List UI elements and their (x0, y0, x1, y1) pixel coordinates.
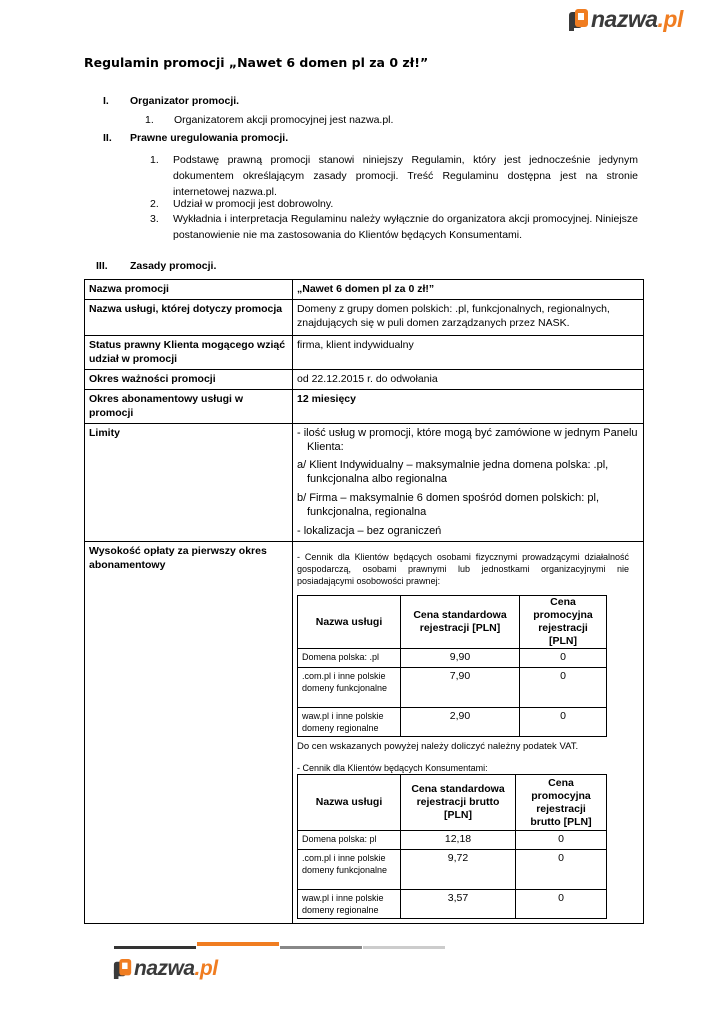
section-number: III. (96, 260, 108, 272)
row-label: Limity (85, 424, 293, 542)
row-value: firma, klient indywidualny (293, 336, 644, 370)
logo-word: nazwa (134, 957, 195, 980)
price-header: Cena standardowa rejestracji [PLN] (401, 596, 520, 649)
service-name: waw.pl i inne polskie domeny regionalne (298, 890, 401, 919)
standard-price: 12,18 (401, 831, 516, 850)
table-row (85, 370, 644, 390)
list-item-text: Podstawę prawną promocji stanowi niniejszy Regulamin, który jest jednocześnie jedynym dokumentem określającym zasady promocji. Treść Regulaminu dostępna jest na stronie internetowej nazwa.pl. (173, 154, 638, 198)
price-row (298, 831, 607, 850)
footer-bar (197, 942, 279, 946)
price-row (298, 668, 607, 708)
price-header: Cena promocyjna rejestracji brutto [PLN] (516, 775, 607, 831)
promotion-table (84, 279, 644, 924)
list-item-number: 1. (150, 154, 159, 166)
logo-word: nazwa (591, 6, 658, 32)
row-label: Okres abonamentowy usługi w promocji (85, 390, 293, 424)
limits-cell (293, 424, 644, 542)
logo-tld: .pl (194, 957, 218, 980)
limit-line: - ilość usług w promocji, które mogą być zamówione w jednym Panelu Klienta: (297, 427, 638, 453)
promo-price: 0 (516, 850, 607, 890)
section-number: II. (103, 132, 112, 144)
row-label: Status prawny Klienta mogącego wziąć udział w promocji (85, 336, 293, 370)
logo-tld: .pl (657, 6, 683, 32)
row-label: Nazwa usługi, której dotyczy promocja (85, 300, 293, 336)
row-value: 12 miesięcy (293, 390, 644, 424)
price-header: Nazwa usługi (298, 596, 401, 649)
section-title: Organizator promocji. (130, 95, 240, 107)
service-name: Domena polska: pl (298, 831, 401, 850)
business-price-table (297, 595, 607, 737)
table-row (85, 390, 644, 424)
promo-price: 0 (520, 649, 607, 668)
service-name: .com.pl i inne polskie domeny funkcjonalne (298, 850, 401, 890)
nazwa-logo-mark-icon (568, 8, 590, 32)
price-header-row (298, 775, 607, 831)
price-row (298, 850, 607, 890)
list-item-number: 1. (145, 114, 154, 126)
row-label: Okres ważności promocji (85, 370, 293, 390)
price-header: Nazwa usługi (298, 775, 401, 831)
pricing-cell (293, 542, 644, 924)
table-row (85, 336, 644, 370)
section-title: Zasady promocji. (130, 260, 217, 272)
footer-bar (114, 946, 196, 949)
header-logo (568, 6, 683, 33)
row-value: Domeny z grupy domen polskich: .pl, funkcjonalnych, regionalnych, znajdujących się w puli domen zarządzanych przez NASK. (293, 300, 644, 336)
list-item-number: 2. (150, 198, 159, 210)
row-value: „Nawet 6 domen pl za 0 zł!” (293, 280, 644, 300)
limit-line: b/ Firma – maksymalnie 6 domen spośród domen polskich: pl, funkcjonalna, regionalna (297, 492, 600, 518)
price-row (298, 649, 607, 668)
service-name: Domena polska: .pl (298, 649, 401, 668)
standard-price: 2,90 (401, 708, 520, 737)
standard-price: 3,57 (401, 890, 516, 919)
limit-line: - lokalizacja – bez ograniczeń (297, 525, 442, 537)
row-value: od 22.12.2015 r. do odwołania (293, 370, 644, 390)
consumer-price-table (297, 774, 607, 919)
price-row (298, 890, 607, 919)
promo-price: 0 (520, 708, 607, 737)
list-item-number: 3. (150, 213, 159, 225)
row-label: Nazwa promocji (85, 280, 293, 300)
table-row (85, 542, 644, 924)
promo-price: 0 (516, 890, 607, 919)
table-row (85, 300, 644, 336)
service-name: waw.pl i inne polskie domeny regionalne (298, 708, 401, 737)
standard-price: 9,72 (401, 850, 516, 890)
section-number: I. (103, 95, 109, 107)
price-row (298, 708, 607, 737)
list-item-text: Wykładnia i interpretacja Regulaminu należy wyłącznie do organizatora akcji promocyjnej. Niniejsze postanowienie nie ma zastosowania do Klientów będących Konsumentami. (173, 213, 638, 241)
page-title: Regulamin promocji „Nawet 6 domen pl za 0 zł!” (84, 55, 429, 70)
table-row (85, 280, 644, 300)
footer-bar (280, 946, 362, 949)
nazwa-logo-mark-icon (113, 958, 133, 980)
footer-logo (113, 957, 218, 981)
vat-note: Do cen wskazanych powyżej należy doliczyć należny podatek VAT. (297, 741, 579, 752)
limit-line: a/ Klient Indywidualny – maksymalnie jedna domena polska: .pl, funkcjonalna albo regionalna (297, 459, 609, 485)
footer-bar (363, 946, 445, 949)
promo-price: 0 (516, 831, 607, 850)
table-row (85, 424, 644, 542)
list-item-text: Organizatorem akcji promocyjnej jest nazwa.pl. (174, 114, 394, 126)
service-name: .com.pl i inne polskie domeny funkcjonalne (298, 668, 401, 708)
promo-price: 0 (520, 668, 607, 708)
price-header-row (298, 596, 607, 649)
pricing-intro-business: - Cennik dla Klientów będących osobami fizycznymi prowadzącymi działalność gospodarczą, osobami prawnymi lub jednostkami organizacyjnymi nie posiadającymi osobowości prawnej: (297, 552, 629, 586)
standard-price: 7,90 (401, 668, 520, 708)
list-item-text: Udział w promocji jest dobrowolny. (173, 198, 334, 210)
pricing-intro-consumer: - Cennik dla Klientów będących Konsumentami: (297, 763, 488, 773)
price-header: Cena promocyjna rejestracji [PLN] (520, 596, 607, 649)
standard-price: 9,90 (401, 649, 520, 668)
section-title: Prawne uregulowania promocji. (130, 132, 289, 144)
row-label: Wysokość opłaty za pierwszy okres abonamentowy (85, 542, 293, 924)
price-header: Cena standardowa rejestracji brutto [PLN] (401, 775, 516, 831)
